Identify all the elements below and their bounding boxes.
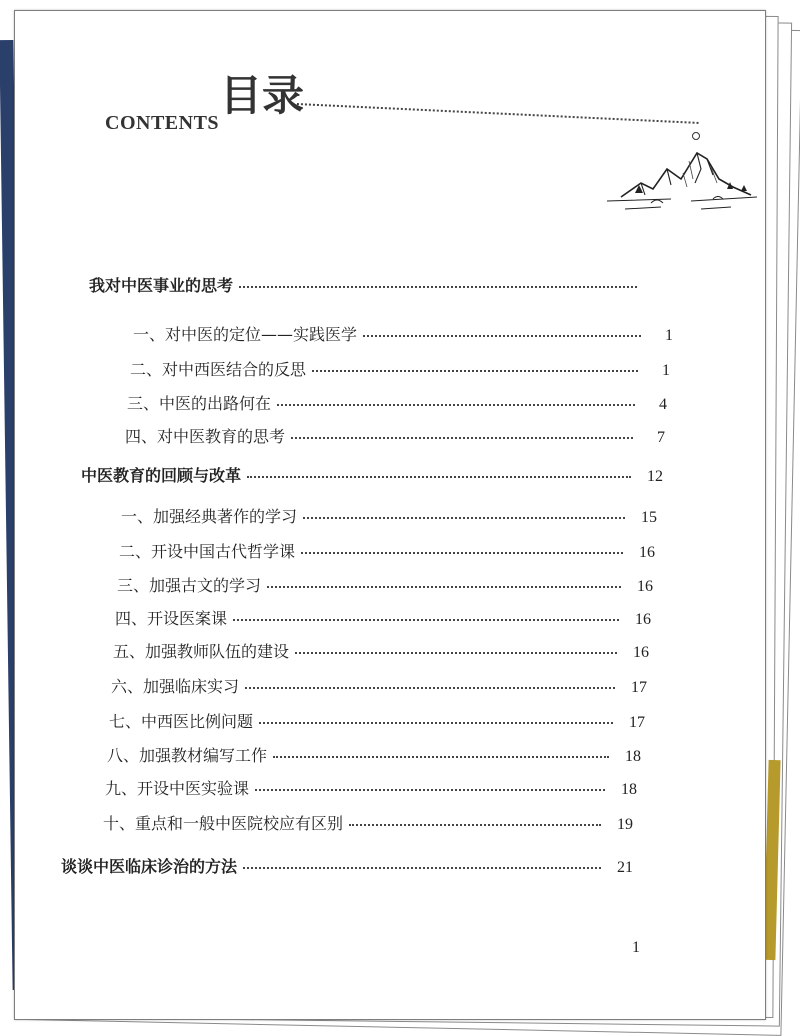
toc-page-number: 16 [639,544,655,561]
toc-page-number: 15 [641,509,657,526]
toc-entry-row[interactable] [125,424,665,447]
toc-entry-row[interactable] [103,811,633,834]
toc-entry-row[interactable] [133,322,673,345]
toc-entry-label: 五、加强教师队伍的建设 [113,642,290,661]
toc-leader [277,404,635,406]
toc-entry-label: 二、开设中国古代哲学课 [119,542,296,561]
toc-page-number: 16 [637,578,653,595]
toc-section-label: 中医教育的回顾与改革 [81,466,242,485]
toc-entry-row[interactable] [130,357,670,380]
toc-entry-row[interactable] [111,674,647,697]
toc-page-number: 7 [657,429,665,446]
toc-entry-label: 二、对中西医结合的反思 [130,360,307,379]
toc-page-number: 17 [631,679,647,696]
toc-entry-row[interactable] [119,539,655,562]
toc-entry-label: 三、加强古文的学习 [117,576,262,595]
toc-section-label: 谈谈中医临床诊治的方法 [61,857,238,876]
toc-entry-label: 八、加强教材编写工作 [107,746,268,765]
toc-entry-row[interactable] [113,639,649,662]
toc-leader [349,824,601,826]
toc-page-number: 1 [662,362,670,379]
toc-leader [303,517,625,519]
page-title: 目录 [220,71,305,120]
toc-page-number: 1 [665,327,673,344]
toc-leader [243,867,601,869]
toc-entry-row[interactable] [115,606,651,629]
toc-leader [363,335,641,337]
toc-leader [273,756,609,758]
toc-entry-label: 九、开设中医实验课 [105,779,250,798]
toc-entry-row[interactable] [109,709,645,732]
toc-page [14,10,766,1020]
toc-section-label: 我对中医事业的思考 [89,276,234,295]
toc-page-number: 18 [621,781,637,798]
footer-page-number: 1 [632,939,640,956]
toc-page-number: 4 [659,396,667,413]
toc-leader [247,476,631,478]
toc-page-number: 18 [625,748,641,765]
toc-entry-row[interactable] [105,776,637,799]
toc-entry-label: 四、对中医教育的思考 [125,427,286,446]
toc-page-number: 16 [635,611,651,628]
toc-leader [291,437,633,439]
toc-page-number: 17 [629,714,645,731]
toc-page-number: 21 [617,859,633,876]
toc-page-number: 12 [647,468,663,485]
toc-leader [233,619,619,621]
toc-leader [267,586,621,588]
toc-entry-row[interactable] [107,743,641,766]
toc-entry-row[interactable] [117,573,653,596]
toc-page-number: 19 [617,816,633,833]
toc-leader [295,652,617,654]
mountain-landscape-icon [601,139,761,219]
toc-entry-label: 三、中医的出路何在 [127,394,272,413]
title-dotted-rule [297,103,699,124]
toc-leader [259,722,613,724]
toc-entry-label: 十、重点和一般中医院校应有区别 [103,814,344,833]
toc-section-row[interactable] [61,854,633,877]
toc-entry-label: 七、中西医比例问题 [109,712,254,731]
toc-entry-label: 四、开设医案课 [115,609,228,628]
page-subtitle: CONTENTS [105,112,220,134]
toc-section-row[interactable] [89,273,669,296]
toc-entry-label: 一、对中医的定位——实践医学 [133,325,358,344]
toc-entry-label: 一、加强经典著作的学习 [121,507,298,526]
toc-leader [245,687,615,689]
toc-leader [255,789,605,791]
toc-entry-row[interactable] [127,391,667,414]
toc-leader [301,552,623,554]
toc-section-row[interactable] [81,463,663,486]
toc-leader [312,370,638,372]
toc-entry-row[interactable] [121,504,657,527]
toc-entry-label: 六、加强临床实习 [111,677,240,696]
toc-page-number: 16 [633,644,649,661]
toc-leader [239,286,637,288]
